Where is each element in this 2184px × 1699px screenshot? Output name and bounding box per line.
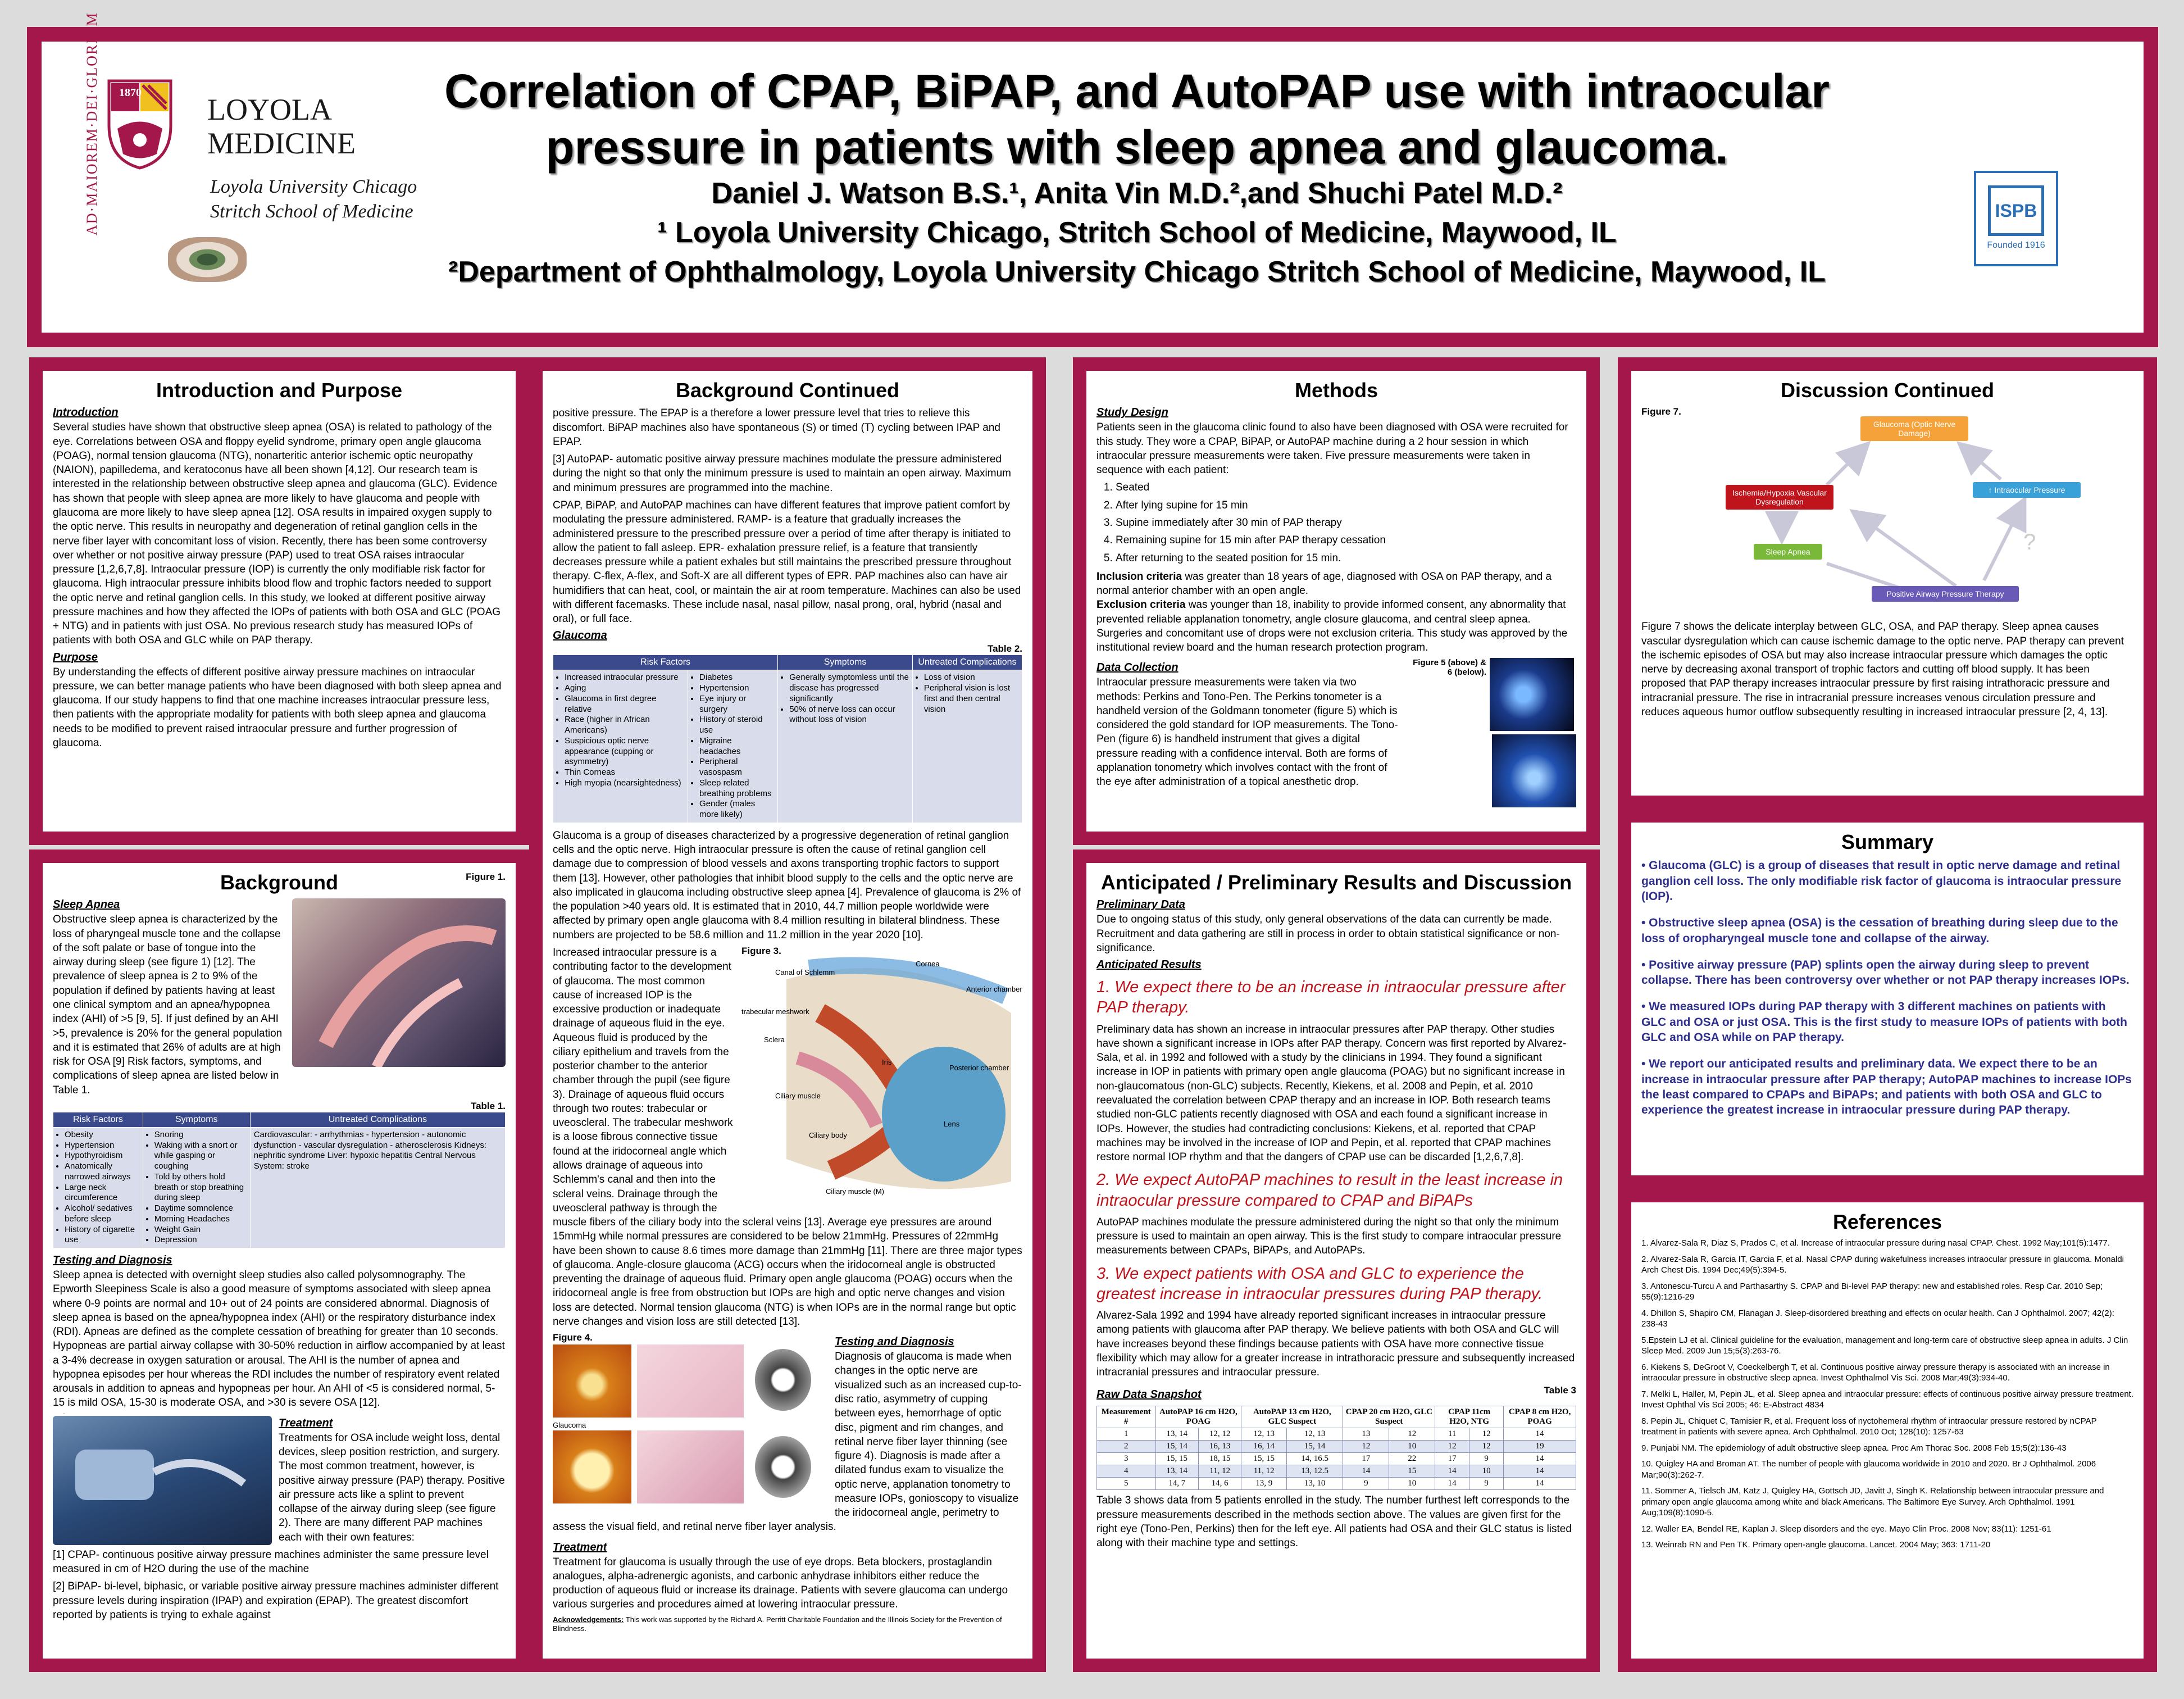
table-3-row <box>1097 1478 1576 1490</box>
data-collection-text: Intraocular pressure measurements were taken via two methods: Perkins and Tono-Pen. The Perkins tonometer is a handheld version of the Goldmann tonometer (figure 5) which is considered the gold standard for IOP measurements. The Tono-Pen (figure 6) is handheld instrument that gives a digital pressure reading with a confidence interval. Both are forms of applanation tonometry which involves contact with the front of the eye after administration of a topical anesthetic drop. <box>1096 676 1398 788</box>
poster-title-line-1: Correlation of CPAP, BiPAP, and AutoPAP use with intraocular <box>444 65 1830 117</box>
table-3-row <box>1097 1441 1576 1453</box>
background-panel <box>29 850 529 1672</box>
sleep-apnea-heading: Sleep Apnea <box>53 898 120 911</box>
list-item: • History of steroid use <box>699 715 774 736</box>
bipap-text: [2] BiPAP- bi-level, biphasic, or variable positive airway pressure machines administer different pressure levels during inspiration (IPAP) and expiration (EPAP). The greatest discomfort reported by patients is trying to exhale against <box>53 1580 499 1621</box>
list-item: • Glaucoma in first degree relative <box>565 694 684 715</box>
result-3-heading: 3. We expect patients with OSA and GLC to experience the greatest increase in intraocular pressures during PAP therapy. <box>1096 1264 1543 1303</box>
references-panel <box>1618 1189 2157 1672</box>
eye-label-10: Posterior chamber <box>949 1064 1009 1072</box>
node-iop: ↑ Intraocular Pressure <box>1973 482 2081 498</box>
results-title: Anticipated / Preliminary Results and Discussion <box>1100 871 1572 894</box>
table-3-cell: 15, 14 <box>1287 1441 1343 1453</box>
node-sleep-apnea: Sleep Apnea <box>1754 544 1822 560</box>
table-3-header: CPAP 8 cm H2O, POAG <box>1504 1406 1576 1428</box>
table-3-cell: 12 <box>1343 1441 1389 1453</box>
list-item: 4. Dhillon S, Shapiro CM, Flanagan J. Sleep-disordered breathing and effects on ocular health. Can J Ophthalmol. 2007; 42(2): 238-43 <box>1641 1308 2114 1329</box>
table-3-cell: 14 <box>1435 1478 1469 1490</box>
table-3-row <box>1097 1465 1576 1478</box>
table-3-cell: 15, 14 <box>1155 1441 1198 1453</box>
data-collection-heading: Data Collection <box>1096 661 1179 674</box>
eye-label-5: Anterior chamber <box>966 985 1022 993</box>
logo-year: 1870 <box>119 87 142 99</box>
eye-label-9: Ciliary muscle <box>775 1092 821 1100</box>
table-2-symptom-list <box>781 673 909 725</box>
list-item: • Peripheral vision is lost first and then central vision <box>924 683 1018 715</box>
eye-image <box>168 237 247 282</box>
list-item: • Daytime somnolence <box>154 1203 247 1214</box>
glaucoma-text: Glaucoma is a group of diseases characterized by a progressive degeneration of retinal ganglion cells and the optic nerve. High intraocular pressure is often the cause of retinal ganglion cell damage due to compression of blood vessels and axons transporting trophic factors to support them [13]. However, other pathologies that inhibit blood supply to the cells and the optic nerve are also implicated in glaucoma including obstructive sleep apnea [4]. Prevalence of glaucoma is 2% of the population >40 years old. It is estimated that in 2010, 44.7 million people worldwide were affected by primary open angle glaucoma with 8.4 million resulting in bilateral blindness. These numbers are projected to be 58.6 million and 11.2 million in the year 2020 [10]. <box>553 829 1021 941</box>
header-content <box>42 12 2144 333</box>
table-3-cell: 12 <box>1469 1428 1504 1441</box>
table-1-header-risk: Risk Factors <box>53 1112 143 1127</box>
treatment-text: Treatments for OSA include weight loss, dental devices, sleep position restriction, and surgery. The most common treatment, however, is positive airway pressure (PAP) therapy. Positive air pressure acts like a splint to prevent collapse of the airway during sleep (see figure 2). There are many different PAP machines each with their own features: <box>279 1432 505 1543</box>
list-item: 6. Kiekens S, DeGroot V, Coeckelbergh T, et al. Continuous positive airway pressure therapy is associated with an increase in intraocular pressure in obstructive sleep apnea. Invest Ophthalmol Vis Sci. 2008 Mar;49(3):934-40. <box>1641 1362 2110 1383</box>
table-3-cell: 12, 12 <box>1198 1428 1241 1441</box>
table-3-cell: 13, 9 <box>1241 1478 1287 1490</box>
table-3-cell: 13, 14 <box>1155 1428 1198 1441</box>
sleep-apnea-text: Obstructive sleep apnea is characterized by the loss of pharyngeal muscle tone and the collapse of the soft palate or base of tongue into the airway during sleep (see figure 1) [12]. The prevalence of sleep apnea is 2 to 9% of the population if defined by patients having at least one clinical symptom and an apnea/hypopnea index (AHI) of >5 [9, 5]. If just defined by an AHI >5, prevalence is 20% for the general population and it is estimated that 26% of adults are at high risk for OSA [9] Risk factors, symptoms, and complications of sleep apnea are listed below in Table 1. <box>53 914 283 1096</box>
ispb-text: ISPB <box>1988 185 2044 236</box>
list-item: 11. Sommer A, Tielsch JM, Katz J, Quigley HA, Gottsch JD, Javitt J, Singh K. Relationship between intraocular pressure and primary open angle glaucoma among white and black Americans. The Baltimore Eye Survey. Arch Ophthalmol. 1991 Aug;109(8):1090-5. <box>1641 1486 2104 1518</box>
list-item: • Hypertension <box>699 683 774 694</box>
table-1-complications-cell: Cardiovascular: - arrhythmias - hypertension - autonomic dysfunction - vascular dysregulation - atherosclerosis Kidneys: nephritic syndrome Liver: hypoxic hepatitis Central Nervous System: stroke <box>250 1127 505 1248</box>
cpap-text: [1] CPAP- continuous positive airway pressure machines administer the same pressure level measured in cm of H2O during the use of the machine <box>53 1548 489 1575</box>
table-2-header-complications: Untreated Complications <box>912 655 1022 670</box>
figure-4-glaucoma-label: Glaucoma <box>553 1421 586 1430</box>
node-question: ? <box>2023 530 2036 555</box>
list-item: • Diabetes <box>699 673 774 683</box>
table-3-cell: 15, 15 <box>1155 1453 1198 1465</box>
figure-3-label: Figure 3. <box>741 946 781 956</box>
table-3-cell: 14, 16.5 <box>1287 1453 1343 1465</box>
methods-title: Methods <box>1295 379 1378 402</box>
list-item: • Hypertension <box>65 1141 139 1151</box>
table-3-cell: 4 <box>1097 1465 1156 1478</box>
list-item: • Waking with a snort or while gasping or coughing <box>154 1141 247 1172</box>
glaucoma-treatment-heading: Treatment <box>553 1541 607 1553</box>
table-3-cell: 13, 12.5 <box>1287 1465 1343 1478</box>
raw-data-heading: Raw Data Snapshot <box>1096 1388 1202 1401</box>
acknowledgements-label: Acknowledgements: <box>553 1615 624 1624</box>
inclusion-text: was greater than 18 years of age, diagnosed with OSA on PAP therapy, and a normal anterior chamber with an open angle. <box>1096 570 1552 597</box>
list-item: • Obesity <box>65 1130 139 1141</box>
table-3-cell: 11, 12 <box>1198 1465 1241 1478</box>
introduction-heading: Introduction <box>53 406 119 419</box>
list-item: • Eye injury or surgery <box>699 694 774 715</box>
discussion-panel <box>1618 357 2157 809</box>
exclusion-label: Exclusion criteria <box>1096 599 1186 611</box>
list-item: • Large neck circumference <box>65 1183 139 1204</box>
table-2 <box>553 655 1022 823</box>
anticipated-heading: Anticipated Results <box>1096 958 1202 971</box>
table-3-label: Table 3 <box>1544 1385 1576 1396</box>
purpose-heading: Purpose <box>53 651 98 664</box>
table-3-cell: 10 <box>1389 1478 1435 1490</box>
eye-label-3: Sclera <box>764 1035 785 1044</box>
eye-label-8: Ciliary body <box>809 1131 847 1139</box>
summary-list <box>1641 858 2133 1117</box>
methods-panel <box>1073 357 1600 845</box>
table-3-cell: 15 <box>1389 1465 1435 1478</box>
list-item: • 50% of nerve loss can occur without loss of vision <box>789 705 909 726</box>
list-item: 12. Waller EA, Bendel RE, Kaplan J. Sleep disorders and the eye. Mayo Clin Proc. 2008 Nov; 83(11): 1251-61 <box>1641 1524 2051 1534</box>
table-3-description: Table 3 shows data from 5 patients enrolled in the study. The number furthest left corresponds to the pressure measurements described in the methods section above. The values are given first for the right eye (Tono-Pen, Perkins) then for the left eye. All patients had OSA and their GLC status is listed along with their machine type and settings. <box>1096 1494 1572 1550</box>
list-item: 13. Weinrab RN and Pen TK. Primary open-angle glaucoma. Lancet. 2004 May; 363: 1711-20 <box>1641 1540 1991 1550</box>
testing-text: Sleep apnea is detected with overnight sleep studies also called polysomnography. The Epworth Sleepiness Scale is also a good measure of symptoms associated with sleep apnea where 0-9 points are normal and 10+ out of 24 points are considered abnormal. Diagnosis of sleep apnea is based on the apnea/hypopnea index (AHI) or the respiratory disturbance index (RDI). Apneas are defined as the complete cessation of breathing for greater than 10 seconds. Hypopneas are partial airway collapse with 30-50% reduction in airflow accompanied by at least a 3-4% decrease in oxygen saturation or arousal. The AHI is the number of apnea and hypopnea episodes per hour whereas the RDI includes the number of respiratory event related arousals in addition to apneas and hypopneas per hour. An AHI of <5 is considered normal, 5-15 is mild OSA, 15-30 is moderate OSA, and >30 is severe OSA [12]. <box>53 1269 505 1409</box>
introduction-text: Several studies have shown that obstructive sleep apnea (OSA) is related to pathology of the eye. Correlations between OSA and floppy eyelid syndrome, primary open angle glaucoma (POAG), normal tension glaucoma (NTG), nonarteritic anterior ischemic optic neuropathy (NAION), papilledema, and keratoconus have all been shown [4,12]. Our research team is interested in the relationship between obstructive sleep apnea and glaucoma (GLC). Evidence has shown that people with sleep apnea are more likely to have glaucoma and people with glaucoma are more likely to have sleep apnea [12]. OSA results in impaired oxygen supply to the optic nerve. This results in neuropathy and degeneration of retinal ganglion cells in the nerve fiber layer with concomitant loss of vision. Recently, there has been some controversy over whether or not positive airway pressure (PAP) used to treat OSA raises intraocular pressure [1,2,6,7,8]. Intraocular pressure (IOP) is currently the only modifiable risk factor for glaucoma. High intraocular pressure inhibits blood flow and trophic factors needed to support the optic nerve and retinal ganglion cells. In this study, we looked at different positive airway pressure machines and how they affected the IOPs of patients with both OSA and GLC (POAG + NTG) and in patients with just OSA. No previous research study has measured IOPs of patients with both OSA and GLC while on PAP therapy. <box>53 421 501 647</box>
table-3-cell: 13, 10 <box>1287 1478 1343 1490</box>
list-item: • Migraine headaches <box>699 736 774 757</box>
table-3-cell: 12 <box>1435 1441 1469 1453</box>
list-item: • We measured IOPs during PAP therapy with 3 different machines on patients with GLC and OSA or just OSA. This is the first study to measure IOPs of patients with both GLC and OSA while on PAP therapy. <box>1641 1000 2127 1044</box>
study-design-heading: Study Design <box>1096 406 1168 419</box>
list-item: • Depression <box>154 1235 247 1246</box>
table-3 <box>1096 1406 1576 1490</box>
references-list <box>1641 1238 2133 1551</box>
figure-7-diagram <box>1641 406 2133 620</box>
table-1-risk-list <box>57 1130 139 1246</box>
result-1-heading: 1. We expect there to be an increase in intraocular pressure after PAP therapy. <box>1096 978 1566 1017</box>
list-item: • Alcohol/ sedatives before sleep <box>65 1203 139 1225</box>
list-item: • Sleep related breathing problems <box>699 778 774 799</box>
table-3-cell: 5 <box>1097 1478 1156 1490</box>
list-item: • Race (higher in African Americans) <box>565 715 684 736</box>
table-2-header-symptoms: Symptoms <box>778 655 913 670</box>
result-2-heading: 2. We expect AutoPAP machines to result in the least increase in intraocular pressure compared to CPAP and BiPAPs <box>1096 1171 1563 1210</box>
table-3-cell: 14 <box>1504 1453 1576 1465</box>
authors: Daniel J. Watson B.S.¹, Anita Vin M.D.²,and Shuchi Patel M.D.² <box>711 177 1563 210</box>
figure-1-airway-image <box>292 898 506 1067</box>
logo-name-2: MEDICINE <box>207 126 356 160</box>
cpap-mask-icon <box>53 1416 272 1545</box>
testing-heading: Testing and Diagnosis <box>53 1254 172 1267</box>
bgcont-text-2: [3] AutoPAP- automatic positive airway pressure machines modulate the pressure administered during the night so that only the minimum pressure is used to maintain an open airway. Maximum and minimum pressures are programmed into the machine. <box>553 453 1011 494</box>
figure-3-eye-anatomy <box>741 946 1022 1204</box>
table-3-cell: 13, 14 <box>1155 1465 1198 1478</box>
table-3-cell: 10 <box>1389 1441 1435 1453</box>
table-3-cell: 9 <box>1343 1478 1389 1490</box>
logo-motto: AD·MAIOREM·DEI·GLORIAM <box>84 12 100 235</box>
table-1-header-complications: Untreated Complications <box>250 1112 505 1127</box>
table-3-cell: 11, 12 <box>1241 1465 1287 1478</box>
ispb-founded: Founded 1916 <box>1987 240 2045 250</box>
list-item: 7. Melki L, Haller, M, Pepin JL, et al. Sleep apnea and intraocular pressure: effects of continuous positive airway pressure treatment. Invest Ophthal Vis Sci 2005; 46: E-Abstract 4834 <box>1641 1389 2134 1410</box>
logo-sub-2: Stritch School of Medicine <box>210 201 413 222</box>
study-design-text: Patients seen in the glaucoma clinic found to also have been diagnosed with OSA were recruited for this study. They wore a CPAP, BiPAP, or AutoPAP machine during a 2 hour session in which intraocular pressure measurements were taken. Five pressure measurements were taken in sequence with each patient: <box>1096 421 1568 476</box>
exclusion-text: was younger than 18, inability to provide informed consent, any abnormality that prevented reliable applanation tonometry, angle closure glaucoma, and central sleep apnea. Surgeries and concomitant use of drops were not exclusion criteria. This study was approved by the institutional review board and the human research protection program. <box>1096 599 1568 654</box>
table-3-cell: 14, 6 <box>1198 1478 1241 1490</box>
list-item: • Increased intraocular pressure <box>565 673 684 683</box>
list-item: • Suspicious optic nerve appearance (cupping or asymmetry) <box>565 736 684 767</box>
glaucoma-testing-heading: Testing and Diagnosis <box>835 1335 954 1348</box>
eye-anatomy-icon <box>741 946 1022 1204</box>
affiliation-1: ¹ Loyola University Chicago, Stritch School of Medicine, Maywood, IL <box>657 216 1617 249</box>
list-item: • Thin Corneas <box>565 767 684 778</box>
bgcont-text-3: CPAP, BiPAP, and AutoPAP machines can have different features that improve patient comfort by modulating the pressure administered. RAMP- is a feature that gradually increases the administered pressure to the prescribed pressure over a period of time after therapy is initiated to allow the patient to fall asleep. EPR- exhalation pressure relief, is a feature that transiently decreases pressure while a patient exhales but still maintains the prescribed pressure throughout therapy. C-flex, A-flex, and Soft-X are all different types of EPR. PAP machines also can have air humidifiers that can heat, cool, or maintain the air at room temperature. Machines can also be used with different facemasks. These include nasal, nasal pillow, nasal prong, oral, hybrid (nasal and oral), or full face. <box>553 499 1021 625</box>
list-item: 1. Seated <box>1116 480 1576 494</box>
list-item: • History of cigarette use <box>65 1225 139 1246</box>
table-3-cell: 17 <box>1435 1453 1469 1465</box>
table-3-cell: 12 <box>1389 1428 1435 1441</box>
logo-sub-1: Loyola University Chicago <box>210 176 417 197</box>
list-item: 3. Antonescu-Turcu A and Parthasarthy S. CPAP and Bi-level PAP therapy: new and established roles. Resp Car. 2010 Sep; 55(9):1216-29 <box>1641 1281 2103 1302</box>
table-3-cell: 14, 7 <box>1155 1478 1198 1490</box>
intro-panel <box>29 357 529 845</box>
list-item: • Positive airway pressure (PAP) splints open the airway during sleep to prevent collapse. There has been controversy over whether or not PAP therapy increases IOPs. <box>1641 958 2130 987</box>
table-3-cell: 9 <box>1469 1453 1504 1465</box>
table-2-risk-list-2 <box>691 673 774 820</box>
table-2-label: Table 2. <box>987 643 1022 655</box>
glaucoma-heading: Glaucoma <box>553 629 607 642</box>
table-3-cell: 18, 15 <box>1198 1453 1241 1465</box>
list-item: • Morning Headaches <box>154 1214 247 1225</box>
table-3-header: Measurement # <box>1097 1406 1156 1428</box>
table-3-cell: 12, 13 <box>1287 1428 1343 1441</box>
table-3-cell: 14 <box>1343 1465 1389 1478</box>
table-3-cell: 1 <box>1097 1428 1156 1441</box>
figure-4-label: Figure 4. <box>553 1332 593 1343</box>
list-item: • We report our anticipated results and preliminary data. We expect there to be an increase in intraocular pressure after PAP therapy; AutoPAP machines to increase IOPs the least compared to CPAPs and BiPAPs; and patients with both OSA and GLC to experience the greatest increase in intraocular pressure during PAP therapy. <box>1641 1057 2132 1117</box>
table-3-cell: 13 <box>1343 1428 1389 1441</box>
iop-text: Increased intraocular pressure is a contributing factor to the development of glaucoma. The most common cause of increased IOP is the excessive production or inadequate drainage of aqueous fluid in the eye. Aqueous fluid is produced by the ciliary epithelium and travels from the posterior chamber to the anterior chamber through the pupil (see figure 3). Drainage of aqueous fluid occurs through two routes: trabecular or uveoscleral. The trabecular meshwork is a loose fibrous connective tissue found at the iridocorneal angle which allows drainage of aqueous into Schlemm's canal and then into the scleral veins. Drainage through the uveoscleral pathway is through the muscle fibers of the ciliary body into the scleral veins [13]. Average eye pressures are around 15mmHg while normal pressures are considered to be below 21mmHg. Pressures of 22mmHg have been shown to cause 8.6 times more damage than 21mmHg [11]. There are three major types of glaucoma. Angle-closure glaucoma (ACG) occurs when the iridocorneal angle is obstructed preventing the drainage of aqueous fluid. Primary open angle glaucoma (POAG) occurs when the iridocorneal angle is free from obstruction but IOPs are high and optic nerve changes and vision loss are detected. Normal tension glaucoma (NTG) is when IOPs are in the normal range but optic nerve changes and vision loss are still detected [13]. <box>553 947 1022 1328</box>
table-2-risk-list-1 <box>557 673 684 788</box>
list-item: 8. Pepin JL, Chiquet C, Tamisier R, et al. Frequent loss of nyctohemeral rhythm of intraocular pressure restored by nCPAP treatment in patients with severe apnea. Arch Ophthalmol. 2010 Oct; 128(10): 1257-63 <box>1641 1416 2097 1437</box>
list-item: • Obstructive sleep apnea (OSA) is the cessation of breathing during sleep due to the loss of oropharyngeal muscle tone and collapse of the airway. <box>1641 916 2118 945</box>
figure-7-label: Figure 7. <box>1641 406 1681 417</box>
glaucoma-testing-text: Diagnosis of glaucoma is made when changes in the optic nerve are visualized such as an increased cup-to-disc ratio, asymmetry of cupping between eyes, hemorrhage of optic disc, pigment and rim changes, and retinal nerve fiber layer thinning (see figure 4). Diagnosis is made after a dilated fundus exam to visualize the optic nerve, applanation tonometry to measure IOPs, gonioscopy to visualize the iridocorneal angle, perimetry to assess the visual field, and retinal nerve fiber layer analysis. <box>553 1351 1022 1533</box>
summary-panel <box>1618 809 2157 1189</box>
table-3-cell: 19 <box>1504 1441 1576 1453</box>
figure-4-optic-disc-images <box>553 1332 828 1506</box>
figure-2-label <box>53 1414 93 1415</box>
table-1-label: Table 1. <box>470 1100 506 1111</box>
table-3-cell: 3 <box>1097 1453 1156 1465</box>
table-3-cell: 11 <box>1435 1428 1469 1441</box>
result-2-text: AutoPAP machines modulate the pressure administered during the night so that only the minimum pressure is used to maintain an open airway. This is the first study to compare intraocular pressure measurements between CPAPs, BiPAPs, and AutoPAPs. <box>1096 1216 1562 1257</box>
table-3-cell: 14 <box>1504 1428 1576 1441</box>
list-item: • Weight Gain <box>154 1225 247 1235</box>
discussion-title: Discussion Continued <box>1780 379 1995 402</box>
table-1 <box>53 1112 506 1248</box>
list-item: • Snoring <box>154 1130 247 1141</box>
list-item: 5.Epstein LJ et al. Clinical guideline for the evaluation, management and long-term care of obstructive sleep apnea in adults. J Clin Sleep Med. 2009 Jun 15;5(3):263-76. <box>1641 1335 2128 1356</box>
logo-name-1: LOYOLA <box>207 93 332 126</box>
summary-title: Summary <box>1841 830 1934 853</box>
ispb-logo <box>1974 171 2058 266</box>
intro-title: Introduction and Purpose <box>156 379 402 402</box>
result-3-text: Alvarez-Sala 1992 and 1994 have already reported significant increases in intraocular pressure among patients with glaucoma after PAP therapy. We believe patients with both OSA and GLC will have increases beyond these findings because patients with OSA have more connective tissue flexibility which may allow for a greater increase in intrathoracic pressure and subsequently increased intracranial pressures and intraocular pressure. <box>1096 1310 1575 1379</box>
figure-6-tonopen-image <box>1492 734 1576 807</box>
purpose-text: By understanding the effects of different positive airway pressure machines on intraocular pressure, we can better manage patients who have been diagnosed with both sleep apnea and glaucoma. If our study happens to find that one machine increases intraocular pressure less, then patients with the appropriate modality for patients with both sleep apnea and glaucoma needs to be modified to prevent raised intraocular pressure and further progression of glaucoma. <box>53 666 502 749</box>
affiliation-2: ²Department of Ophthalmology, Loyola University Chicago Stritch School of Medicine, Maywood, IL <box>448 256 1826 288</box>
results-panel <box>1073 850 1600 1672</box>
discussion-text: Figure 7 shows the delicate interplay between GLC, OSA, and PAP therapy. Sleep apnea causes vascular dysregulation which can cause ischemic damage to the optic nerve. PAP therapy can prevent the ischemic episodes of OSA but may also increase intraocular pressure which damages the optic nerve by decreasing axonal transport of trophic factors and cutting off blood supply. It has been proposed that PAP therapy increases intraocular pressure by first raising intrathoracic pressure and intracranial pressure. The rise in intracranial pressure increases venous circulation pressure and reduces aqueous humor outflow subsequently resulting in increased intraocular pressure [2, 4, 13]. <box>1641 621 2124 718</box>
table-3-header: CPAP 20 cm H2O, GLC Suspect <box>1343 1406 1435 1428</box>
header-banner <box>27 12 2158 347</box>
background-continued-title: Background Continued <box>676 379 899 402</box>
poster-title-line-2: pressure in patients with sleep apnea and glaucoma. <box>545 121 1728 174</box>
node-ischemia: Ischemia/Hypoxia Vascular Dysregulation <box>1726 485 1833 510</box>
treatment-heading: Treatment <box>279 1416 333 1429</box>
table-3-cell: 14 <box>1504 1478 1576 1490</box>
list-item: 10. Quigley HA and Broman AT. The number of people with glaucoma worldwide in 2010 and 2020. Br J Ophthalmol. 2006 Mar;90(3):262-7. <box>1641 1459 2096 1480</box>
glaucoma-treatment-text: Treatment for glaucoma is usually through the use of eye drops. Beta blockers, prostaglandin analogues, alpha-adrenergic agonists, and carbonic anhydrase inhibitors either reduce the production of aqueous fluid or increase its drainage. Patients with severe glaucoma can undergo various surgeries and procedures aimed at lowering intraocular pressure. <box>553 1556 1008 1611</box>
table-3-cell: 12 <box>1469 1441 1504 1453</box>
node-pap: Positive Airway Pressure Therapy <box>1872 586 2019 602</box>
figure-2-cpap-image <box>53 1416 272 1545</box>
table-3-cell: 16, 14 <box>1241 1441 1287 1453</box>
list-item: 5. After returning to the seated position for 15 min. <box>1116 551 1576 565</box>
list-item: 2. After lying supine for 15 min <box>1116 498 1576 512</box>
references-title: References <box>1832 1210 1942 1233</box>
inclusion-label: Inclusion criteria <box>1096 570 1182 583</box>
list-item: • Told by others hold breath or stop breathing during sleep <box>154 1172 247 1203</box>
list-item: • Generally symptomless until the disease has progressed significantly <box>789 673 909 704</box>
node-glaucoma: Glaucoma (Optic Nerve Damage) <box>1860 416 1968 441</box>
measurement-steps <box>1096 480 1576 565</box>
table-3-cell: 16, 13 <box>1198 1441 1241 1453</box>
eye-label-11: Ciliary muscle (M) <box>826 1187 884 1196</box>
figure-1-label: Figure 1. <box>466 871 506 883</box>
list-item: 2. Alvarez-Sala R, Garcia IT, Garcia F, et al. Nasal CPAP during wakefulness increases intraocular pressure in glaucoma. Monaldi Arch Chest Dis. 1994 Dec;49(5):394-5. <box>1641 1254 2124 1275</box>
eye-label-7: Lens <box>944 1120 960 1128</box>
table-3-cell: 14 <box>1504 1465 1576 1478</box>
table-3-header: AutoPAP 16 cm H2O, POAG <box>1155 1406 1241 1428</box>
airway-diagram-icon <box>292 898 506 1067</box>
list-item: • High myopia (nearsightedness) <box>565 778 684 789</box>
eye-label-6: Iris <box>882 1058 892 1066</box>
background-continued-panel <box>529 357 1046 1672</box>
table-1-symptom-list <box>147 1130 247 1246</box>
list-item: 3. Supine immediately after 30 min of PAP therapy <box>1116 516 1576 530</box>
preliminary-text: Due to ongoing status of this study, only general observations of the data can currently be made. Recruitment and data gathering are still in process in order to obtain statistical significance or non-significance. <box>1096 914 1560 954</box>
list-item: 4. Remaining supine for 15 min after PAP therapy cessation <box>1116 533 1576 547</box>
table-3-cell: 17 <box>1343 1453 1389 1465</box>
table-3-row <box>1097 1428 1576 1441</box>
table-3-cell: 22 <box>1389 1453 1435 1465</box>
table-3-header: CPAP 11cm H2O, NTG <box>1435 1406 1504 1428</box>
list-item: • Aging <box>565 683 684 694</box>
list-item: 9. Punjabi NM. The epidemiology of adult obstructive sleep apnea. Proc Am Thorac Soc. 2008 Feb 15;5(2):136-43 <box>1641 1443 2067 1453</box>
list-item: • Peripheral vasospasm <box>699 757 774 778</box>
acknowledgements-text: This work was supported by the Richard A. Perritt Charitable Foundation and the Illinois Society for the Prevention of Blindness. <box>553 1615 1002 1633</box>
list-item: • Glaucoma (GLC) is a group of diseases that result in optic nerve damage and retinal ganglion cell loss. The only modifiable risk factor of glaucoma is intraocular pressure (IOP). <box>1641 859 2122 903</box>
list-item: 1. Alvarez-Sala R, Diaz S, Prados C, et al. Increase of intraocular pressure during nasal CPAP. Chest. 1992 May;101(5):1477. <box>1641 1238 2110 1248</box>
bgcont-text-1: positive pressure. The EPAP is a therefore a lower pressure level that tries to relieve this discomfort. BiPAP machines also have spontaneous (S) or timed (T) cycling between IPAP and EPAP. <box>553 407 1000 448</box>
table-3-row <box>1097 1453 1576 1465</box>
table-3-cell: 14 <box>1435 1465 1469 1478</box>
figure-5-6-label: Figure 5 (above) & 6 (below). <box>1413 658 1486 678</box>
list-item: • Gender (males more likely) <box>699 799 774 820</box>
table-2-header-risk: Risk Factors <box>553 655 778 670</box>
list-item: • Loss of vision <box>924 673 1018 683</box>
preliminary-heading: Preliminary Data <box>1096 898 1185 911</box>
table-3-cell: 2 <box>1097 1441 1156 1453</box>
table-3-cell: 12, 13 <box>1241 1428 1287 1441</box>
table-3-cell: 9 <box>1469 1478 1504 1490</box>
background-title: Background <box>220 871 339 894</box>
table-3-cell: 10 <box>1469 1465 1504 1478</box>
table-3-header: AutoPAP 13 cm H2O, GLC Suspect <box>1241 1406 1343 1428</box>
figure-5-tonometer-image <box>1490 658 1574 731</box>
eye-label-4: Cornea <box>916 960 940 968</box>
list-item: • Anatomically narrowed airways <box>65 1161 139 1183</box>
result-1-text: Preliminary data has shown an increase in intraocular pressures after PAP therapy. Other studies have shown a significant increase in IOPs after PAP therapy. Concern was first reported by Alvarez-Sala, et al. in 1992 and followed with a study by the clinicians in 1994. They found a significant increase in IOP in patients with primary open angle glaucoma (POAG) but no significant increase in non-glaucomatous (non-GLC) subjects. Recently, Kiekens, et al. 2008 and Pepin, et al. 2010 reevaluated the correlation between CPAP therapy and an increase in IOP. Both research teams studied non-GLC patients recently diagnosed with OSA and each found a significant increase in IOPs. However, the studies had contradicting conclusions: Kiekens, et al. reported that CPAP machines may be involved in the increase of IOP and Pepin, et al. reported that CPAP machines restore normal IOP rhythm and that the dangers of CPAP use can be discarded [1,2,6,7,8]. <box>1096 1023 1567 1164</box>
eye-label-2: trabecular meshwork <box>741 1007 809 1016</box>
table-1-header-symptoms: Symptoms <box>143 1112 250 1127</box>
table-2-complication-list <box>916 673 1018 715</box>
list-item: • Hypothyroidism <box>65 1151 139 1161</box>
eye-label-1: Canal of Schlemm <box>775 968 835 976</box>
table-3-cell: 15, 15 <box>1241 1453 1287 1465</box>
